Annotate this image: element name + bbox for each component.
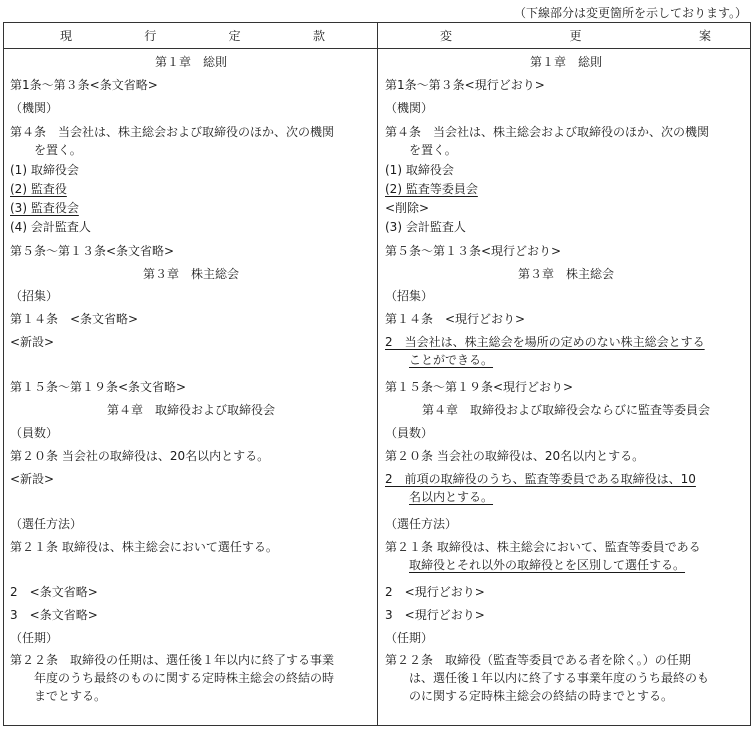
new-placeholder: <新設>	[10, 335, 55, 349]
article-line: 第１５条～第１９条<条文省略>	[10, 380, 187, 394]
article-line: 第５条～第１３条<現行どおり>	[385, 244, 562, 258]
caption: （選任方法）	[385, 517, 458, 531]
article-line: 2 <条文省略>	[10, 585, 98, 599]
header-current-articles	[4, 23, 377, 48]
header-char: 案	[698, 29, 711, 43]
article-line: 第１４条 <条文省略>	[10, 312, 139, 326]
article-line: 第２０条 当会社の取締役は、20名以内とする。	[10, 449, 270, 463]
chapter-heading: 第３章 株主総会	[142, 267, 239, 281]
article-line: 第２２条 取締役の任期は、選任後１年以内に終了する事業	[10, 653, 335, 667]
article-line: 第1条～第３条<現行どおり>	[385, 78, 545, 92]
list-item: (4) 会計監査人	[10, 220, 91, 234]
article-line-changed: 2 当会社は、株主総会を場所の定めのない株主総会とする	[385, 335, 705, 349]
header-char: 款	[312, 29, 325, 43]
caption: （招集）	[385, 289, 434, 303]
header-char: 更	[569, 29, 582, 43]
list-item: (1) 取締役会	[385, 163, 454, 177]
chapter-heading-changed: 第４章 取締役および取締役会ならびに監査等委員会	[421, 403, 710, 417]
comparison-table	[3, 22, 751, 726]
article-line: 年度のうち最終のものに関する定時株主総会の終結の時	[34, 671, 335, 685]
article-line: を置く。	[34, 143, 82, 157]
article-line: までとする。	[34, 689, 107, 703]
list-item-changed: (2) 監査等委員会	[385, 182, 478, 196]
caption: （招集）	[10, 289, 59, 303]
underline-note: （下線部分は変更箇所を示しております。）	[513, 6, 747, 20]
article-line: 2 <現行どおり>	[385, 585, 485, 599]
article-line: 第５条～第１３条<条文省略>	[10, 244, 175, 258]
caption: （任期）	[10, 631, 59, 645]
header-char: 行	[144, 29, 157, 43]
article-line-changed: 第２２条 取締役（監査等委員である者を除く。）の任期	[385, 653, 691, 667]
chapter-heading: 第３章 株主総会	[517, 267, 614, 281]
article-line-changed: 第２１条 取締役は、株主総会において、監査等委員である	[385, 540, 701, 554]
list-item-changed: (2) 監査役	[10, 182, 67, 196]
chapter-heading: 第１章 総則	[154, 55, 227, 69]
header-char: 定	[228, 29, 241, 43]
header-proposed-changes	[378, 23, 751, 48]
article-line: を置く。	[409, 143, 457, 157]
deleted-placeholder: <削除>	[385, 201, 430, 215]
caption: （員数）	[10, 426, 59, 440]
article-line-changed: 2 前項の取締役のうち、監査等委員である取締役は、10	[385, 472, 696, 486]
article-line: 3 <現行どおり>	[385, 608, 485, 622]
article-line: 第４条 当会社は、株主総会および取締役のほか、次の機関	[10, 125, 335, 139]
caption: （機関）	[10, 101, 59, 115]
header-char: 現	[60, 29, 73, 43]
new-placeholder: <新設>	[10, 472, 55, 486]
chapter-heading: 第４章 取締役および取締役会	[106, 403, 275, 417]
article-line-changed: 名以内とする。	[409, 490, 494, 504]
list-item-changed: (3) 監査役会	[10, 201, 79, 215]
caption: （員数）	[385, 426, 434, 440]
article-line: 第４条 当会社は、株主総会および取締役のほか、次の機関	[385, 125, 710, 139]
article-line: 第２０条 当会社の取締役は、20名以内とする。	[385, 449, 645, 463]
article-line-changed: ことができる。	[409, 353, 494, 367]
caption: （機関）	[385, 101, 434, 115]
column-divider	[377, 23, 378, 725]
article-line-changed: 取締役とそれ以外の取締役とを区別して選任する。	[409, 558, 686, 572]
article-line: 3 <条文省略>	[10, 608, 98, 622]
caption: （選任方法）	[10, 517, 83, 531]
article-line: 第1条～第３条<条文省略>	[10, 78, 158, 92]
article-line: は、選任後１年以内に終了する事業年度のうち最終のも	[409, 671, 710, 685]
list-item: (1) 取締役会	[10, 163, 79, 177]
list-item: (3) 会計監査人	[385, 220, 466, 234]
chapter-heading: 第１章 総則	[529, 55, 602, 69]
article-line: 第２１条 取締役は、株主総会において選任する。	[10, 540, 278, 554]
caption: （任期）	[385, 631, 434, 645]
article-line: 第１５条～第１９条<現行どおり>	[385, 380, 574, 394]
article-line: 第１４条 <現行どおり>	[385, 312, 526, 326]
article-line: のに関する定時株主総会の終結の時までとする。	[409, 689, 674, 703]
header-char: 変	[440, 29, 453, 43]
